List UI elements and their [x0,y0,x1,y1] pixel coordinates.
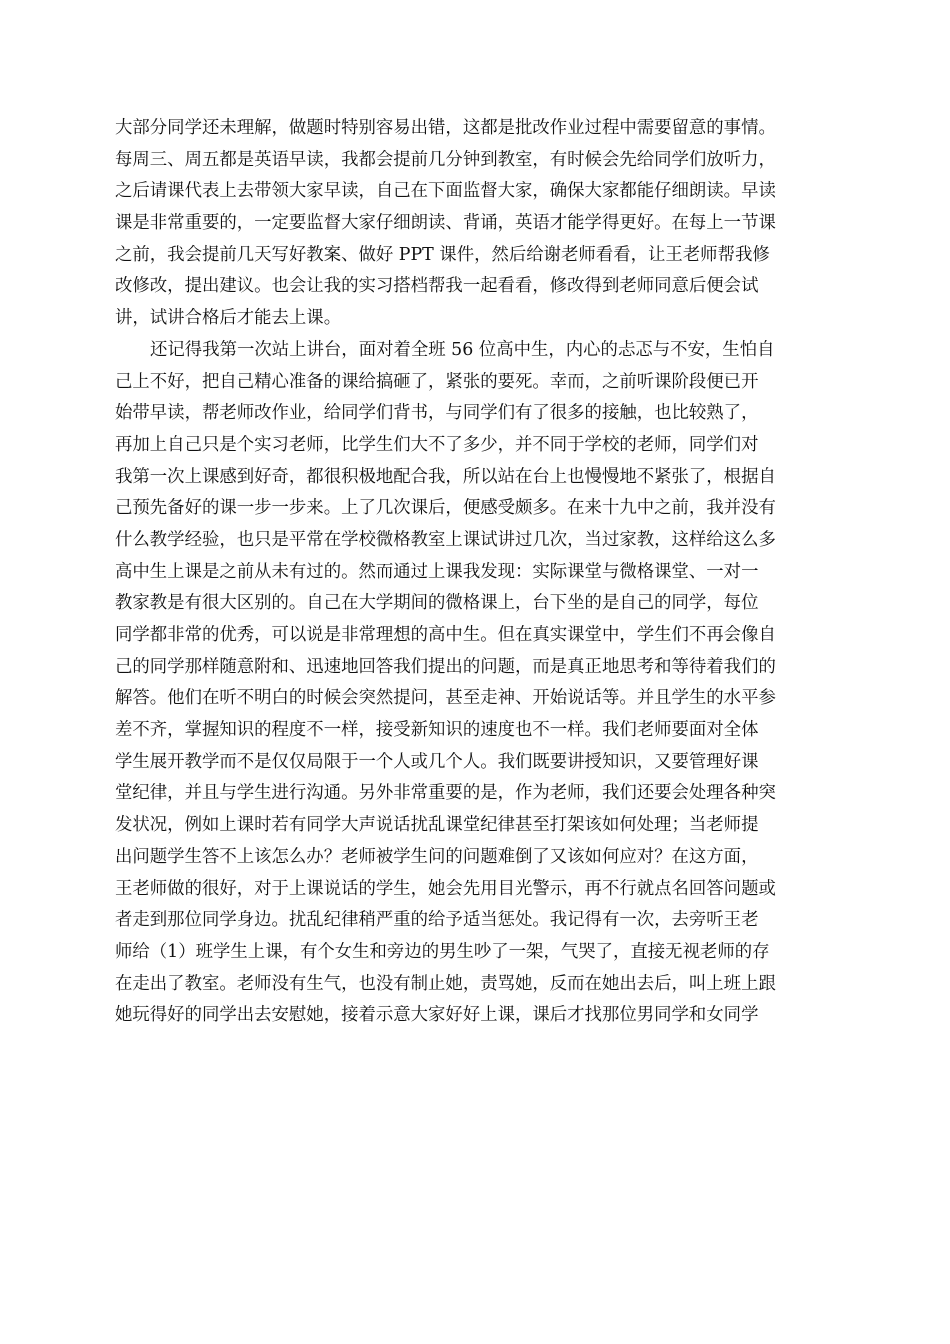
text-line: 什么教学经验，也只是平常在学校微格教室上课试讲过几次，当过家教，这样给这么多 [115,529,776,550]
text-line: 每周三、周五都是英语早读，我都会提前几分钟到教室，有时候会先给同学们放听力， [115,149,776,170]
text-line: 出问题学生答不上该怎么办？老师被学生问的问题难倒了又该如何应对？在这方面， [115,846,759,867]
paragraph-2 [115,335,845,1222]
text-line: 讲，试讲合格后才能去上课。 [115,308,342,329]
text-line: 己的同学那样随意附和、迅速地回答我们提出的问题，而是真正地思考和等待着我们的 [115,656,776,677]
text-line: 堂纪律，并且与学生进行沟通。另外非常重要的是，作为老师，我们还要会处理各种突 [115,783,776,804]
text-line: 学生展开教学而不是仅仅局限于一个人或几个人。我们既要讲授知识，又要管理好课 [115,751,759,772]
text-line: 在走出了教室。老师没有生气，也没有制止她，责骂她，反而在她出去后，叫上班上跟 [115,973,776,994]
text-line [115,1064,845,1096]
text-line: 者走到那位同学身边。扰乱纪律稍严重的给予适当惩处。我记得有一次，去旁听王老 [115,910,759,931]
text-line: 大部分同学还未理解，做题时特别容易出错，这都是批改作业过程中需要留意的事情。 [115,118,776,138]
text-line [115,1159,845,1191]
text-line: 同学都非常的优秀，可以说是非常理想的高中生。但在真实课堂中，学生们不再会像自 [115,625,776,645]
text-line: 发状况，例如上课时若有同学大声说话扰乱课堂纪律甚至打架该如何处理；当老师提 [115,815,759,836]
text-line: 高中生上课是之前从未有过的。然而通过上课我发现：实际课堂与微格课堂、一对一 [115,561,759,582]
text-line [115,1190,845,1222]
text-line: 差不齐，掌握知识的程度不一样，接受新知识的速度也不一样。我们老师要面对全体 [115,720,759,741]
text-line [115,1095,845,1127]
text-line: 她玩得好的同学出去安慰她，接着示意大家好好上课，课后才找那位男同学和女同学 [115,1005,759,1026]
text-line: 之后请课代表上去带领大家早读，自己在下面监督大家，确保大家都能仔细朗读。早读 [115,181,776,202]
text-line: 己预先备好的课一步一步来。上了几次课后，便感受颇多。在来十九中之前，我并没有 [115,498,776,519]
text-line: 解答。他们在听不明白的时候会突然提问，甚至走神、开始说话等。并且学生的水平参 [115,688,776,709]
text-line: 王老师做的很好，对于上课说话的学生，她会先用目光警示，再不行就点名回答问题或 [115,878,776,899]
document-body [115,113,845,1222]
text-line: 还记得我第一次站上讲台，面对着全班 56 位高中生，内心的忐忑与不安，生怕自 [150,339,775,360]
text-line: 师给（1）班学生上课，有个女生和旁边的男生吵了一架，气哭了，直接无视老师的存 [115,941,770,962]
text-line: 始带早读，帮老师改作业，给同学们背书，与同学们有了很多的接触，也比较熟了， [115,403,759,424]
text-line: 之前，我会提前几天写好教案、做好 PPT 课件，然后给谢老师看看，让王老师帮我修 [115,244,770,265]
text-line: 我第一次上课感到好奇，都很积极地配合我，所以站在台上也慢慢地不紧张了，根据自 [115,466,776,487]
paragraph-1 [115,113,845,335]
text-line: 己上不好，把自己精心准备的课给搞砸了，紧张的要死。幸而，之前听课阶段便已开 [115,371,759,392]
text-line [115,1032,845,1064]
text-line [115,1127,845,1159]
text-line: 教家教是有很大区别的。自己在大学期间的微格课上，台下坐的是自己的同学，每位 [115,593,759,614]
text-line: 改修改，提出建议。也会让我的实习搭档帮我一起看看，修改得到老师同意后便会试 [115,276,759,297]
text-line: 再加上自己只是个实习老师，比学生们大不了多少，并不同于学校的老师，同学们对 [115,434,759,455]
text-line: 课是非常重要的，一定要监督大家仔细朗读、背诵，英语才能学得更好。在每上一节课 [115,213,776,234]
